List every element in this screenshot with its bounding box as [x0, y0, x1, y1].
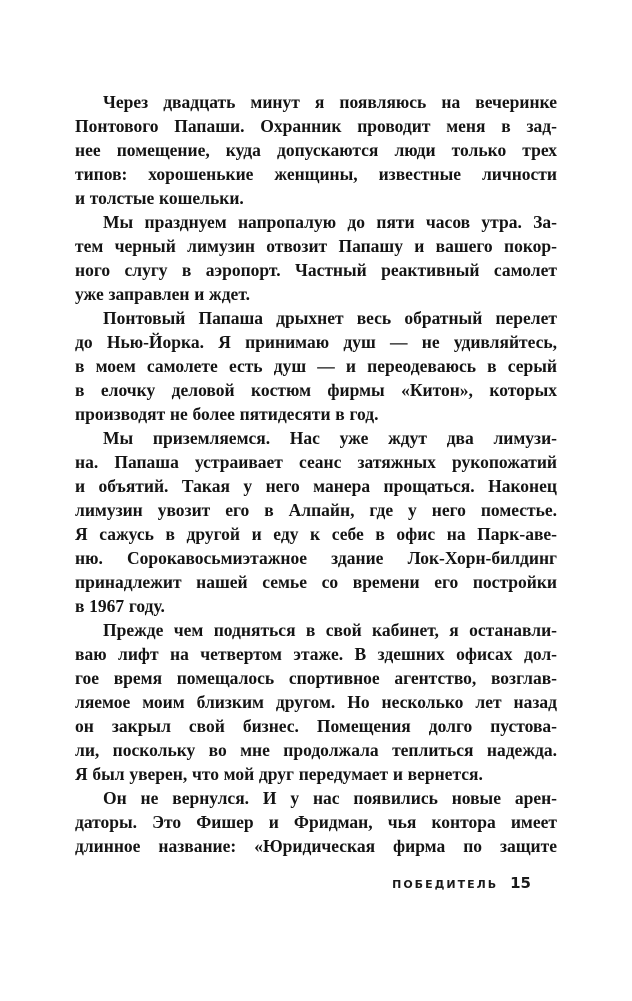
- text-line: Я сажусь в другой и еду к себе в офис на Парк-аве-: [75, 524, 557, 544]
- page-number: 15: [510, 874, 531, 892]
- paragraph: [75, 786, 557, 858]
- text-line: и объятий. Такая у него манера прощаться. Наконец: [75, 476, 557, 496]
- text-line: Прежде чем подняться в свой кабинет, я останавли-: [103, 620, 557, 640]
- text-line: Понтового Папаши. Охранник проводит меня в зад-: [75, 116, 557, 136]
- text-line: принадлежит нашей семье со времени его постройки: [75, 572, 557, 592]
- text-line: лимузин увозит его в Алпайн, где у него поместье.: [75, 500, 557, 520]
- text-line: в моем самолете есть душ — и переодеваюсь в серый: [75, 356, 557, 376]
- text-line: даторы. Это Фишер и Фридман, чья контора имеет: [75, 812, 557, 832]
- text-line: ню. Сорокавосьмиэтажное здание Лок-Хорн-билдинг: [75, 548, 557, 568]
- text-line: в елочку деловой костюм фирмы «Китон», которых: [75, 380, 557, 400]
- running-title: ПОБЕДИТЕЛЬ: [392, 878, 499, 891]
- text-line: Через двадцать минут я появляюсь на вечеринке: [103, 92, 557, 112]
- text-line: ли, поскольку во мне продолжала теплиться надежда.: [75, 740, 557, 760]
- paragraph: [75, 90, 557, 210]
- text-line: Я был уверен, что мой друг передумает и вернется.: [75, 764, 483, 784]
- page-footer: [392, 874, 531, 892]
- text-line: Мы приземляемся. Нас уже ждут два лимузи-: [103, 428, 557, 448]
- text-line: до Нью-Йорка. Я принимаю душ — не удивляйтесь,: [75, 332, 557, 352]
- text-line: Он не вернулся. И у нас появились новые арен-: [103, 788, 557, 808]
- text-line: тем черный лимузин отвозит Папашу и вашего покор-: [75, 236, 557, 256]
- text-line: нее помещение, куда допускаются люди только трех: [75, 140, 557, 160]
- paragraph: [75, 210, 557, 306]
- text-line: в 1967 году.: [75, 596, 165, 616]
- text-line: и толстые кошельки.: [75, 188, 244, 208]
- text-line: ляемое моим близким другом. Но несколько лет назад: [75, 692, 557, 712]
- text-line: гое время помещалось спортивное агентство, возглав-: [75, 668, 557, 688]
- text-line: на. Папаша устраивает сеанс затяжных рукопожатий: [75, 452, 557, 472]
- text-line: производят не более пятидесяти в год.: [75, 404, 379, 424]
- text-line: ваю лифт на четвертом этаже. В здешних офисах дол-: [75, 644, 557, 664]
- text-line: он закрыл свой бизнес. Помещения долго пустова-: [75, 716, 557, 736]
- paragraph: [75, 426, 557, 618]
- paragraph: [75, 306, 557, 426]
- text-body: [75, 90, 557, 858]
- text-line: уже заправлен и ждет.: [75, 284, 250, 304]
- text-line: Понтовый Папаша дрыхнет весь обратный перелет: [103, 308, 557, 328]
- text-line: типов: хорошенькие женщины, известные личности: [75, 164, 557, 184]
- paragraph: [75, 618, 557, 786]
- text-line: ного слугу в аэропорт. Частный реактивный самолет: [75, 260, 557, 280]
- text-line: длинное название: «Юридическая фирма по защите: [75, 836, 557, 856]
- text-line: Мы празднуем напропалую до пяти часов утра. За-: [103, 212, 557, 232]
